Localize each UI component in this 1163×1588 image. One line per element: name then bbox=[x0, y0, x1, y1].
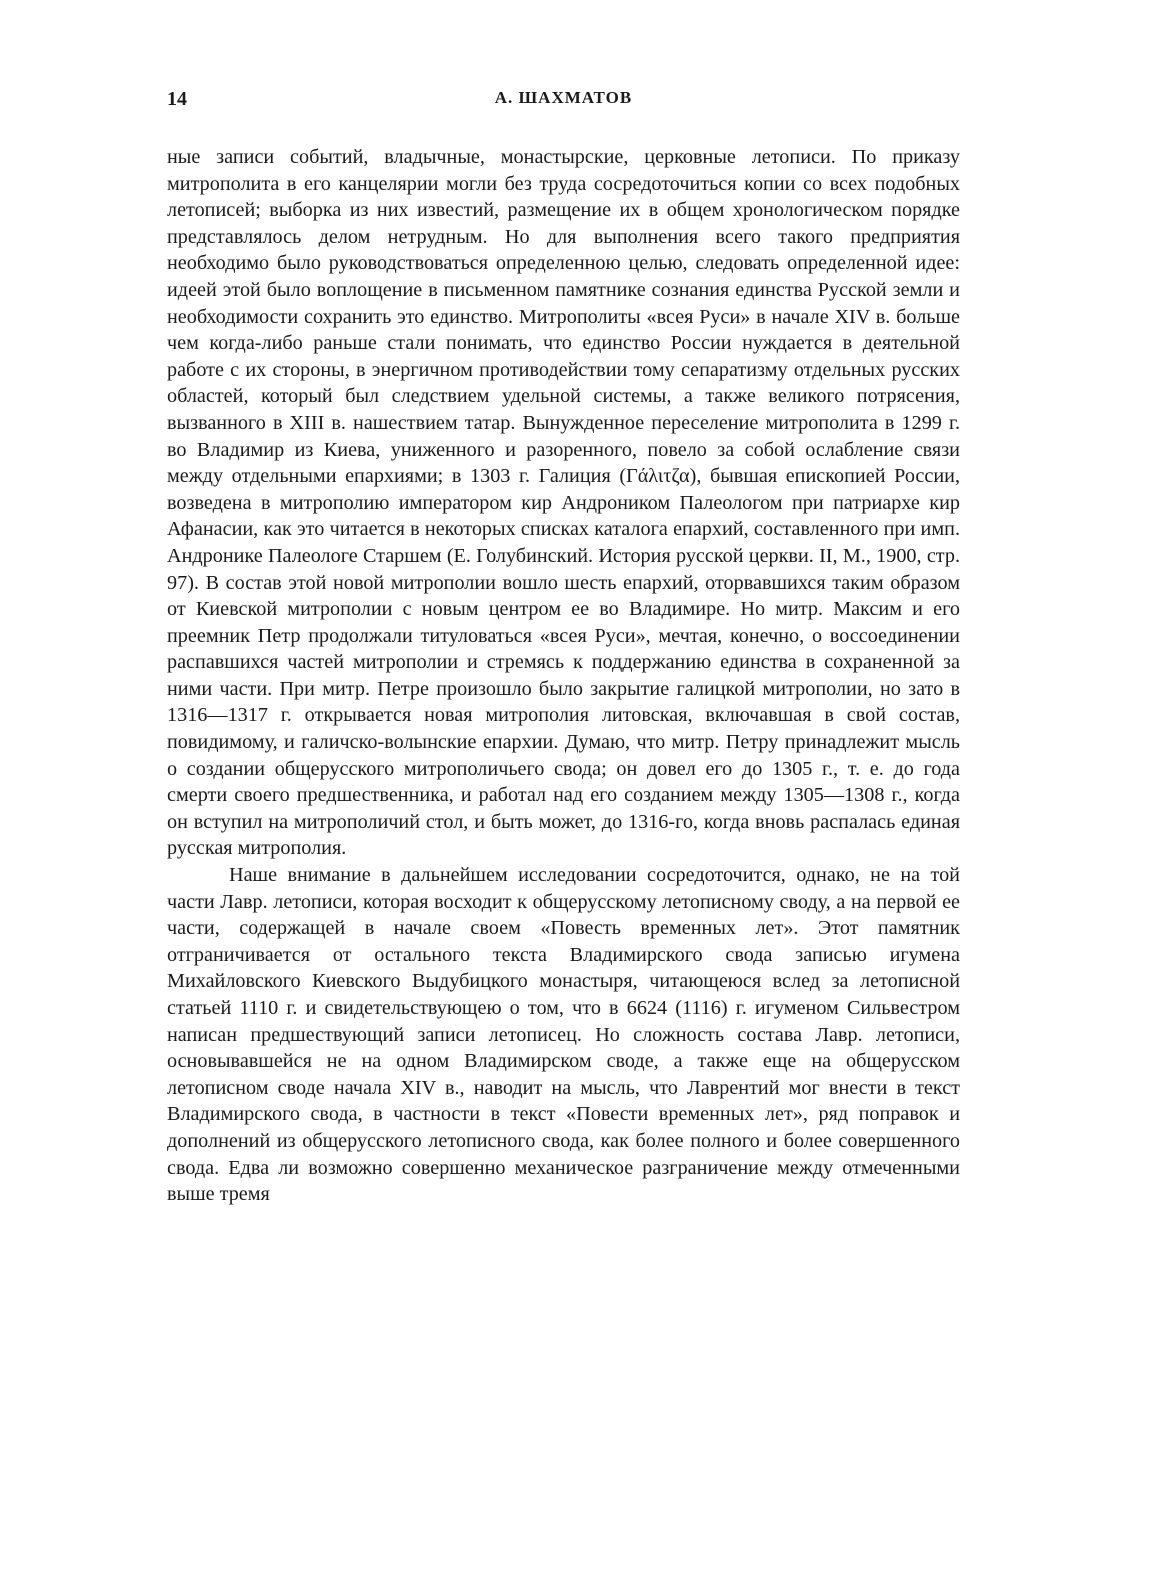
body-text bbox=[167, 144, 960, 1208]
paragraph-2: Наше внимание в дальнейшем исследовании сосредоточится, однако, не на той части Лавр. летописи, которая восходит к общерусскому летописному своду, а на первой ее части, содержащей в начале своем «Повесть временных лет». Этот памятник отграничивается от остального текста Владимирского свода записью игумена Михайловского Киевского Выдубицкого монастыря, читающеюся вслед за летописной статьей 1110 г. и свидетельствующею о том, что в 6624 (1116) г. игуменом Сильвестром написан предшествующий записи летописец. Но сложность состава Лавр. летописи, основывавшейся не на одном Владимирском своде, а также еще на общерусском летописном своде начала XIV в., наводит на мысль, что Лаврентий мог внести в текст Владимирского свода, в частности в текст «Повести временных лет», ряд поправок и дополнений из общерусского летописного свода, как более полного и более совершенного свода. Едва ли возможно совершенно механическое разграничение между отмеченными выше тремя bbox=[167, 864, 960, 1206]
running-head bbox=[167, 88, 960, 118]
page-number: 14 bbox=[167, 88, 187, 110]
book-page bbox=[167, 88, 960, 1208]
running-head-author: А. ШАХМАТОВ bbox=[494, 88, 633, 107]
paragraph-1: ные записи событий, владычные, монастырские, церковные летописи. По приказу митрополита в его канцелярии могли без труда сосредоточиться копии со всех подобных летописей; выборка из них известий, размещение их в общем хронологическом порядке представлялось делом нетрудным. Но для выполнения всего такого предприятия необходимо было руководствоваться определенною целью, следовать определенной идее: идеей этой было воплощение в письменном памятнике сознания единства Русской земли и необходимости сохранить это единство. Митрополиты «всея Руси» в начале XIV в. больше чем когда-либо раньше стали понимать, что единство России нуждается в деятельной работе с их стороны, в энергичном противодействии тому сепаратизму отдельных русских областей, который был следствием удельной системы, а также великого потрясения, вызванного в XIII в. нашествием татар. Вынужденное переселение митрополита в 1299 г. во Владимир из Киева, униженного и разоренного, повело за собой ослабление связи между отдельными епархиями; в 1303 г. Галиция (Γάλιτζα), бывшая епископией России, возведена в митрополию императором кир Андроником Палеологом при патриархе кир Афанасии, как это читается в некоторых списках каталога епархий, составленного при имп. Андронике Палеологе Старшем (Е. Голубинский. История русской церкви. II, М., 1900, стр. 97). В состав этой новой митрополии вошло шесть епархий, оторвавшихся таким образом от Киевской митрополии с новым центром ее во Владимире. Но митр. Максим и его преемник Петр продолжали титуловаться «всея Руси», мечтая, конечно, о воссоединении распавшихся частей митрополии и стремясь к поддержанию единства в сохраненной за ними части. При митр. Петре произошло было закрытие галицкой митрополии, но зато в 1316—1317 г. открывается новая митрополия литовская, включавшая в свой состав, повидимому, и галичско-волынские епархии. Думаю, что митр. Петру принадлежит мысль о создании общерусского митрополичьего свода; он довел его до 1305 г., т. е. до года смерти своего предшественника, и работал над его созданием между 1305—1308 г., когда он вступил на митрополичий стол, и быть может, до 1316-го, когда вновь распалась единая русская митрополия. bbox=[167, 146, 960, 860]
